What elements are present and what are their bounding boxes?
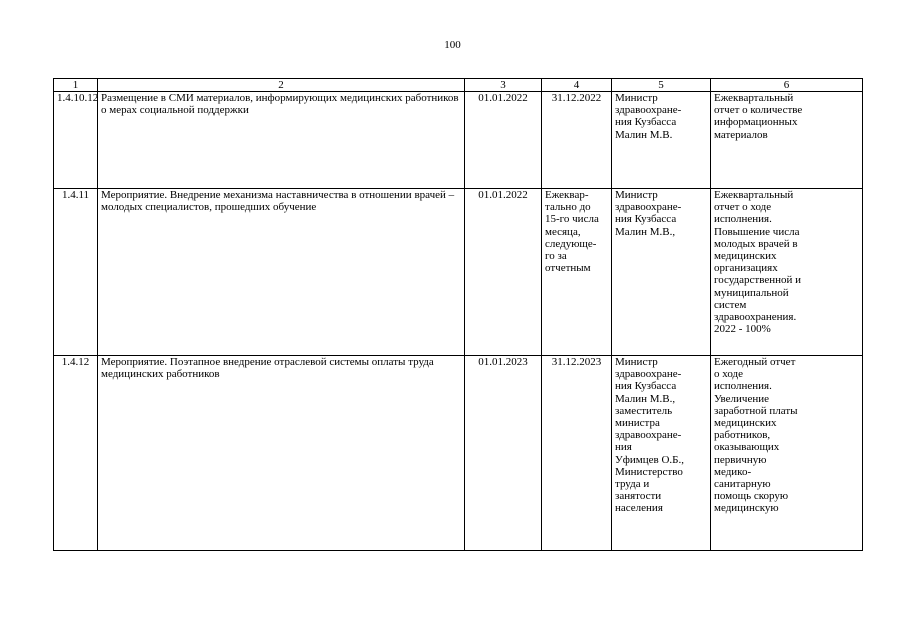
row-start-date: 01.01.2023 bbox=[465, 356, 542, 551]
header-row bbox=[54, 79, 863, 92]
header-cell-code: 1 bbox=[54, 79, 98, 92]
row-responsible: Министр здравоохране- ния Кузбасса Малин М.В. bbox=[612, 92, 711, 189]
row-name: Мероприятие. Внедрение механизма наставничества в отношении врачей – молодых специалистов, прошедших обучение bbox=[98, 189, 465, 356]
row-end-date: Ежеквар- тально до 15-го числа месяца, следующе- го за отчетным bbox=[542, 189, 612, 356]
row-end-date: 31.12.2022 bbox=[542, 92, 612, 189]
row-name: Мероприятие. Поэтапное внедрение отраслевой системы оплаты труда медицинских работников bbox=[98, 356, 465, 551]
row-code: 1.4.11 bbox=[54, 189, 98, 356]
row-end-date: 31.12.2023 bbox=[542, 356, 612, 551]
row-responsible: Министр здравоохране- ния Кузбасса Малин М.В., заместитель министра здравоохране- ния Уфимцев О.Б., Министерство труда и занятости населения bbox=[612, 356, 711, 551]
header-cell-name: 2 bbox=[98, 79, 465, 92]
table-row bbox=[54, 189, 863, 356]
header-cell-end: 4 bbox=[542, 79, 612, 92]
row-result: Ежеквартальный отчет о ходе исполнения. Повышение числа молодых врачей в медицинских организациях государственной и муниципальной систем здравоохранения. 2022 - 100% bbox=[711, 189, 863, 356]
row-start-date: 01.01.2022 bbox=[465, 92, 542, 189]
row-result: Ежеквартальный отчет о количестве информационных материалов bbox=[711, 92, 863, 189]
header-cell-start: 3 bbox=[465, 79, 542, 92]
table-row bbox=[54, 92, 863, 189]
header-cell-result: 6 bbox=[711, 79, 863, 92]
measures-table bbox=[53, 78, 863, 551]
row-result: Ежегодный отчет о ходе исполнения. Увеличение заработной платы медицинских работников, оказывающих первичную медико- санитарную помощь скорую медицинскую bbox=[711, 356, 863, 551]
row-code: 1.4.12 bbox=[54, 356, 98, 551]
table-row bbox=[54, 356, 863, 551]
row-name: Размещение в СМИ материалов, информирующих медицинских работников о мерах социальной поддержки bbox=[98, 92, 465, 189]
header-cell-responsible: 5 bbox=[612, 79, 711, 92]
row-code: 1.4.10.12 bbox=[54, 92, 98, 189]
page-number: 100 bbox=[444, 39, 461, 51]
row-responsible: Министр здравоохране- ния Кузбасса Малин М.В., bbox=[612, 189, 711, 356]
row-start-date: 01.01.2022 bbox=[465, 189, 542, 356]
